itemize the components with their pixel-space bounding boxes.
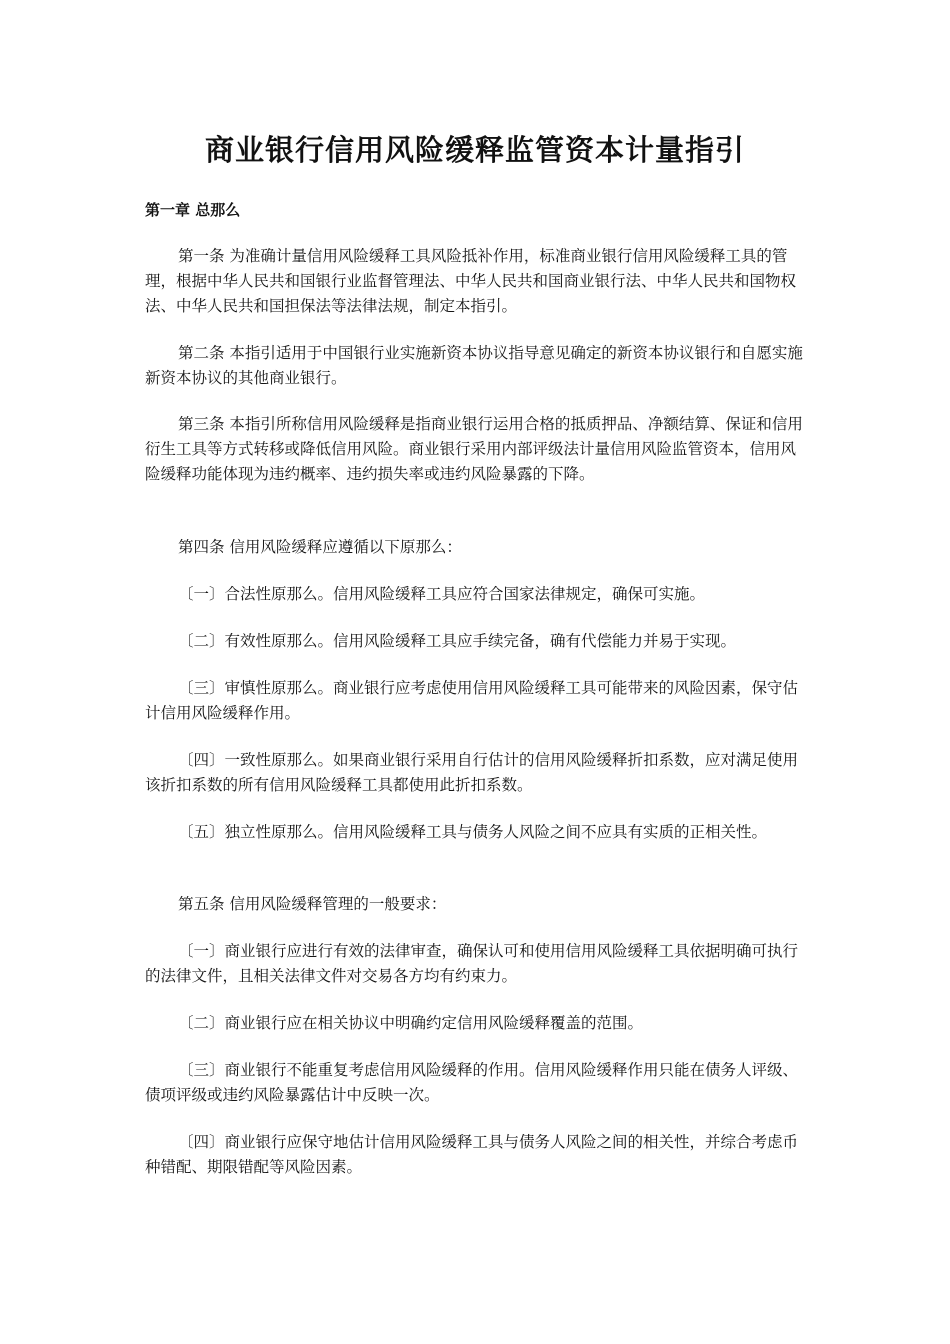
- article-5-item-4: 〔四〕商业银行应保守地估计信用风险缓释工具与债务人风险之间的相关性，并综合考虑币种错配、期限错配等风险因素。: [145, 1133, 799, 1176]
- document-title: 商业银行信用风险缓释监管资本计量指引: [204, 133, 745, 167]
- article-5-item-2: 〔二〕商业银行应在相关协议中明确约定信用风险缓释覆盖的范围。: [178, 1014, 644, 1032]
- article-5-item-1: 〔一〕商业银行应进行有效的法律审查，确保认可和使用信用风险缓释工具依据明确可执行的法律文件，且相关法律文件对交易各方均有约束力。: [145, 942, 799, 985]
- article-4-item-3: 〔三〕审慎性原那么。商业银行应考虑使用信用风险缓释工具可能带来的风险因素，保守估计信用风险缓释作用。: [145, 679, 799, 722]
- article-3: 第三条 本指引所称信用风险缓释是指商业银行运用合格的抵质押品、净额结算、保证和信用衍生工具等方式转移或降低信用风险。商业银行采用内部评级法计量信用风险监管资本，信用风险缓释功能体现为违约概率、违约损失率或违约风险暴露的下降。: [145, 415, 803, 483]
- article-4: 第四条 信用风险缓释应遵循以下原那么：: [178, 538, 462, 556]
- article-4-item-5: 〔五〕独立性原那么。信用风险缓释工具与债务人风险之间不应具有实质的正相关性。: [178, 823, 768, 841]
- article-5-item-3: 〔三〕商业银行不能重复考虑信用风险缓释的作用。信用风险缓释作用只能在债务人评级、债项评级或违约风险暴露估计中反映一次。: [145, 1061, 799, 1104]
- article-4-item-4: 〔四〕一致性原那么。如果商业银行采用自行估计的信用风险缓释折扣系数，应对满足使用该折扣系数的所有信用风险缓释工具都使用此折扣系数。: [145, 751, 799, 794]
- article-2: 第二条 本指引适用于中国银行业实施新资本协议指导意见确定的新资本协议银行和自愿实施新资本协议的其他商业银行。: [145, 344, 803, 387]
- article-4-item-1: 〔一〕合法性原那么。信用风险缓释工具应符合国家法律规定，确保可实施。: [178, 585, 706, 603]
- article-1: 第一条 为准确计量信用风险缓释工具风险抵补作用，标准商业银行信用风险缓释工具的管理，根据中华人民共和国银行业监督管理法、中华人民共和国商业银行法、中华人民共和国物权法、中华人民共和国担保法等法律法规，制定本指引。: [145, 247, 797, 315]
- article-5: 第五条 信用风险缓释管理的一般要求：: [178, 895, 447, 913]
- chapter-heading: 第一章 总那么: [145, 201, 241, 219]
- article-4-item-2: 〔二〕有效性原那么。信用风险缓释工具应手续完备，确有代偿能力并易于实现。: [178, 632, 737, 650]
